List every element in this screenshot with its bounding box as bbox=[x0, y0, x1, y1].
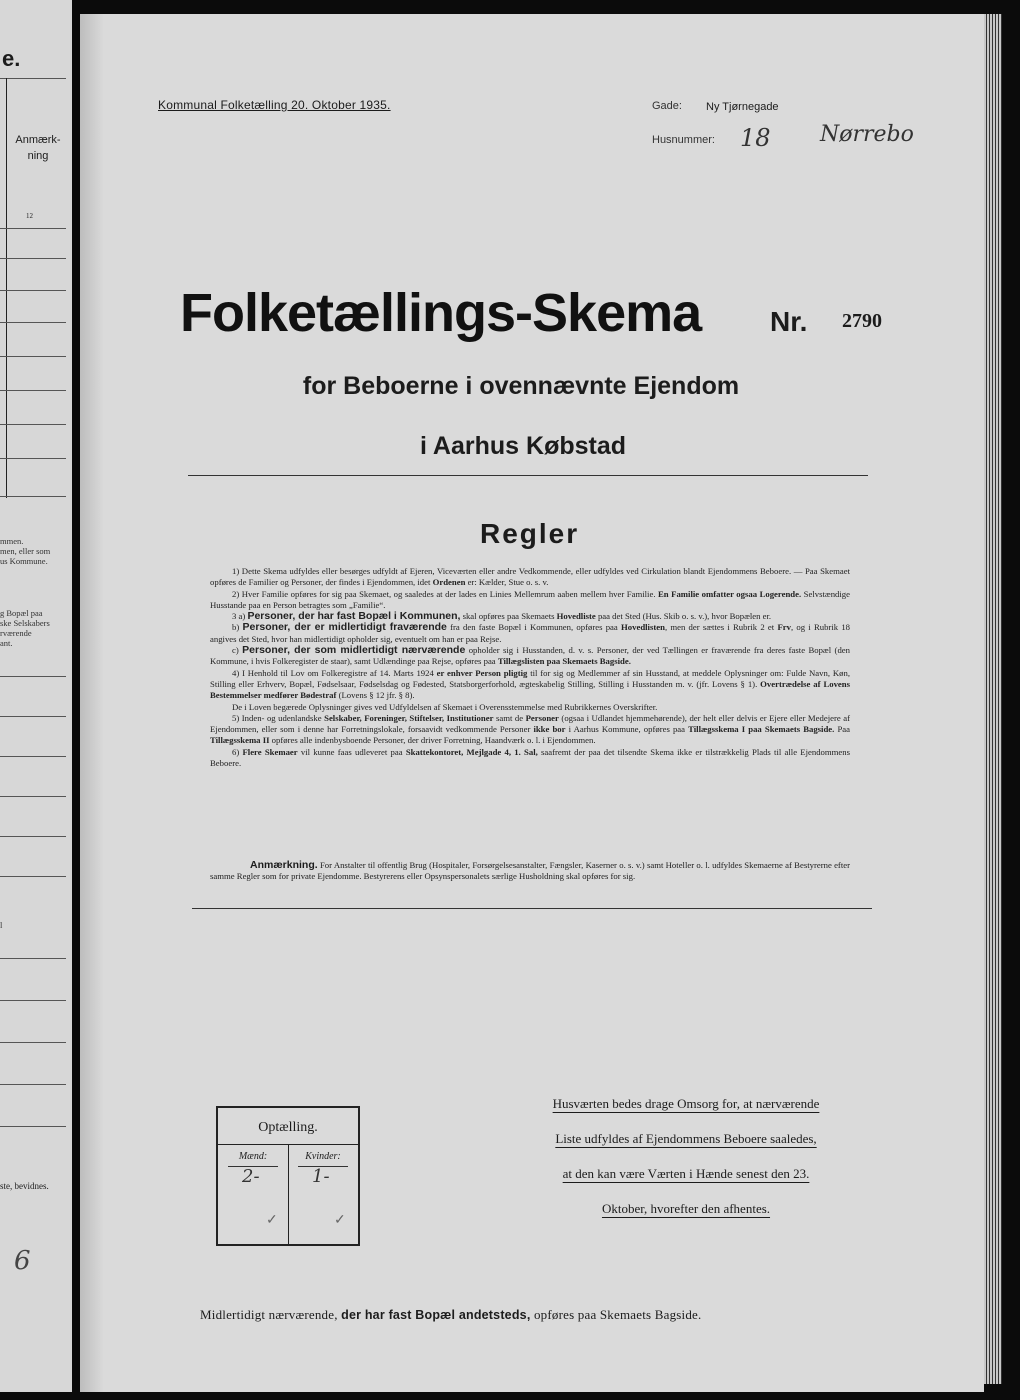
street-value: Ny Tjørnegade bbox=[706, 101, 779, 113]
rule-3a: 3 a) Personer, der har fast Bopæl i Kommunen, skal opføres paa Skemaets Hovedliste paa det Sted (Hus. Skib o. s. v.), hvor Bopælen er. bbox=[232, 610, 772, 623]
form-location: i Aarhus Købstad bbox=[419, 432, 627, 460]
table-rule bbox=[0, 1042, 66, 1043]
form-number-value: 2790 bbox=[842, 310, 882, 332]
table-rule bbox=[0, 796, 66, 797]
table-rule bbox=[0, 424, 66, 425]
table-rule bbox=[0, 1084, 66, 1085]
handwritten-mark: 6 bbox=[14, 1246, 31, 1276]
rule-5: 5) Inden- og udenlandske Selskaber, Foreninger, Stiftelser, Institutioner samt de Personer (ogsaa i Udlandet hjemmehørende), der helt eller delvis er Ejere eller Medejere af Ejendommen, eller som i denne har Forretningslokale, forsaavidt vedkommende Personer ikke bor i Aarhus Kommune, opføres paa Tillægsskema I paa Skemaets Bagside. Paa Tillægsskema II opføres alle indenbysboende Personer, der driver Forretning, Haandværk o. l. i Ejendommen. bbox=[210, 712, 850, 746]
rules-body bbox=[210, 566, 850, 769]
previous-page-strip bbox=[0, 0, 72, 1392]
check-mark-icon: ✓ bbox=[266, 1213, 278, 1228]
house-number-value: 18 bbox=[740, 124, 771, 152]
women-label: Kvinder: bbox=[305, 1151, 341, 1162]
count-box-title: Optælling. bbox=[258, 1120, 318, 1135]
rule-6: 6) Flere Skemaer vil kunne faas udleveret paa Skattekontoret, Mejlgade 4, 1. Sal, saafremt der paa det tilsendte Skema ikke er tilstrækkelig Plads til alle Ejendommens Beboere. bbox=[210, 746, 850, 769]
page-fold-shadow bbox=[80, 14, 104, 1392]
house-number-label: Husnummer: bbox=[652, 134, 715, 146]
remark-label: Anmærkning. bbox=[250, 859, 318, 871]
divider bbox=[188, 475, 868, 476]
column-header-fragment: e. bbox=[2, 46, 21, 71]
remark-column-header: Anmærk- ning bbox=[15, 134, 61, 162]
text-fragment: mmen. men, eller som us Kommune. bbox=[0, 536, 51, 566]
rule-2: 2) Hver Familie opføres for sig paa Skemaet, og saaledes at der lades en Linies Mellemrum aaben mellem hver Familie. En Familie omfatter ogsaa Logerende. Selvstændige Husstande paa en Person betragtes som „Familie“. bbox=[210, 588, 850, 610]
rule-3b: b) Personer, der er midlertidigt fraværende fra den faste Bopæl i Kommunen, opføres paa Hovedlisten, men der sættes i Rubrik 2 et Frv, og i Rubrik 18 angives det Sted, hvor han midlertidigt opholder sig, eventuelt om han er paa Rejse. bbox=[210, 621, 851, 644]
notice-line-2: Liste udfyldes af Ejendommens Beboere saaledes, bbox=[555, 1131, 817, 1146]
rule-1: 1) Dette Skema udfyldes eller besørges udfyldt af Ejeren, Viceværten eller andre Vedkommende, eller udfyldes ved Cirkulation blandt Ejendommens Beboere. — Paa Skemaet opføres de Familier og Personer, der findes i Ejendommen, idet Ordenen er: Kælder, Stue o. s. v. bbox=[210, 566, 850, 588]
table-rule bbox=[0, 356, 66, 357]
footer-note: Midlertidigt nærværende, der har fast Bopæl andetsteds, opføres paa Skemaets Bagside. bbox=[200, 1307, 702, 1322]
column-number: 12 bbox=[26, 212, 33, 220]
text-fragment: l bbox=[0, 920, 3, 930]
census-form-page bbox=[80, 14, 984, 1392]
women-count: 1- bbox=[312, 1166, 330, 1187]
check-mark-icon: ✓ bbox=[334, 1213, 346, 1228]
table-rule bbox=[0, 876, 66, 877]
divider bbox=[192, 908, 872, 909]
notice-line-3: at den kan være Værten i Hænde senest den 23. bbox=[562, 1166, 810, 1181]
rules-heading: Regler bbox=[480, 518, 580, 549]
table-rule bbox=[0, 228, 66, 229]
table-rule bbox=[0, 290, 66, 291]
table-rule bbox=[0, 716, 66, 717]
text-fragment: ste, bevidnes. bbox=[0, 1181, 49, 1191]
rule-4-note: De i Loven begærede Oplysninger gives ved Udfyldelsen af Skemaet i Overensstemmelse med Rubrikkernes Overskrifter. bbox=[232, 701, 658, 712]
table-rule bbox=[0, 836, 66, 837]
table-rule bbox=[0, 390, 66, 391]
handwritten-name: Nørrebo bbox=[820, 122, 914, 147]
table-rule bbox=[0, 258, 66, 259]
rule-4: 4) I Henhold til Lov om Folkeregistre af 14. Marts 1924 er enhver Person pligtig til for sig og Medlemmer af sin Husstand, at meddele Oplysninger om: Fulde Navn, Køn, Stilling eller Erhverv, Bopæl, Fødselsaar, Fødselsdag og Fødested, Statsborgerforhold, ægteskabelig Stilling, Stilling i Husstanden m. v. (jfr. Lovens § 1). Overtrædelse af Lovens Bestemmelser medfører Bødestraf (Lovens § 12 jfr. § 8). bbox=[210, 667, 850, 701]
table-rule bbox=[0, 322, 66, 323]
form-number-label: Nr. bbox=[770, 306, 808, 337]
street-label: Gade: bbox=[652, 100, 682, 112]
table-rule bbox=[0, 78, 66, 79]
men-label: Mænd: bbox=[238, 1151, 268, 1162]
table-rule bbox=[0, 496, 66, 497]
table-rule bbox=[0, 958, 66, 959]
table-rule bbox=[0, 676, 66, 677]
page-edge bbox=[984, 14, 1002, 1384]
notice-line-4: Oktober, hvorefter den afhentes. bbox=[601, 1201, 771, 1216]
table-rule bbox=[0, 1126, 66, 1127]
remark-paragraph: Anmærkning. For Anstalter til offentlig Brug (Hospitaler, Forsørgelsesanstalter, Fængsler, Kaserner o. s. v.) samt Hoteller o. l. udfyldes Skemaerne af Bestyrerne efter samme Regler som for private Ejendomme. Bestyrerens eller Opsynspersonalets særlige Husholdning skal opføres for sig. bbox=[210, 859, 850, 882]
notice-line-1: Husværten bedes drage Omsorg for, at nærværende bbox=[552, 1096, 820, 1111]
census-heading: Kommunal Folketælling 20. Oktober 1935. bbox=[158, 98, 391, 112]
rule-3c: c) Personer, der som midlertidigt nærværende opholder sig i Husstanden, d. v. s. Personer, der ved Tællingen er fraværende fra deres faste Bopæl (den Kommune, i hvis Folkeregister de staar), samt Udlændinge paa Rejse, opføres paa Tillægslisten paa Skemaets Bagside. bbox=[210, 644, 850, 667]
table-rule bbox=[0, 458, 66, 459]
form-subtitle: for Beboerne i ovennævnte Ejendom bbox=[302, 372, 740, 400]
column-rule bbox=[6, 78, 7, 498]
count-box bbox=[216, 1106, 360, 1246]
table-rule bbox=[0, 1000, 66, 1001]
table-rule bbox=[0, 756, 66, 757]
text-fragment: g Bopæl paa ske Selskabers rværende ant. bbox=[0, 608, 50, 648]
form-title: Folketællings-Skema bbox=[180, 283, 702, 343]
men-count: 2- bbox=[242, 1166, 260, 1187]
